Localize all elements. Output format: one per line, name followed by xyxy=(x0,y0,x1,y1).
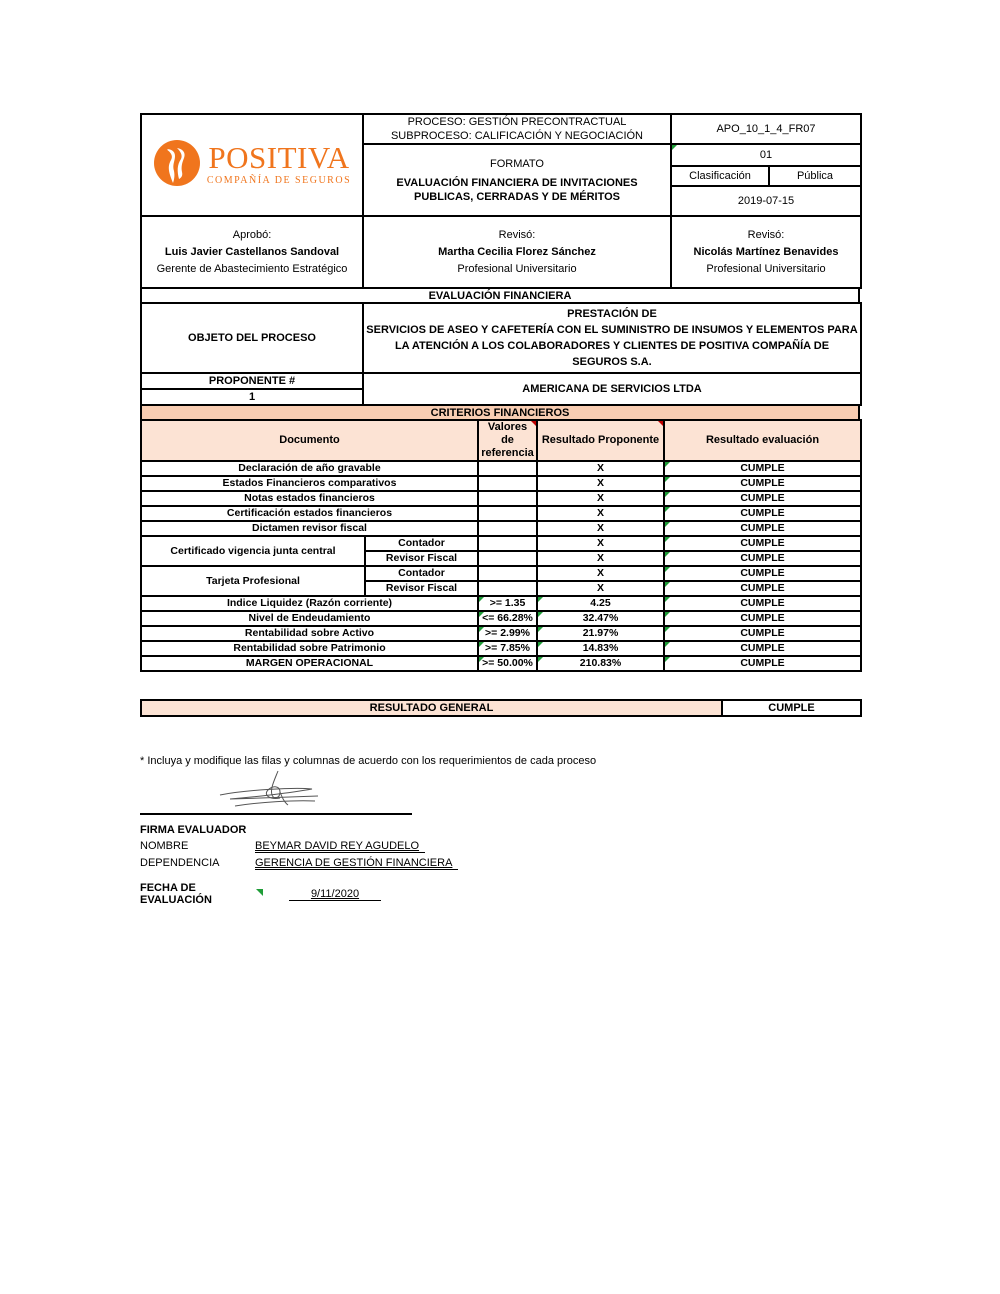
objeto-line: SERVICIOS DE ASEO Y CAFETERÍA CON EL SUMINISTRO DE INSUMOS Y ELEMENTOS PARA xyxy=(366,324,858,336)
eval-value: CUMPLE xyxy=(664,656,861,671)
objeto-line: LA ATENCIÓN A LOS COLABORADORES Y CLIENTES DE POSITIVA COMPAÑÍA DE xyxy=(394,340,830,352)
doc-group-label: Certificado vigencia junta central xyxy=(141,536,365,566)
ref-value: >= 1.35 xyxy=(478,596,537,611)
objeto-text xyxy=(363,303,861,373)
signature-scribble xyxy=(200,769,350,814)
approval-title: Profesional Universitario xyxy=(457,262,577,275)
table-row xyxy=(141,476,861,491)
approval-name: Nicolás Martínez Benavides xyxy=(693,245,839,258)
doc-label: MARGEN OPERACIONAL xyxy=(141,656,478,671)
form-header-table xyxy=(140,113,862,217)
green-flag-icon xyxy=(256,889,263,896)
fecha-evaluacion-value: 9/11/2020 xyxy=(289,888,381,901)
doc-group-label: Tarjeta Profesional xyxy=(141,566,365,596)
col-header-evaluacion: Resultado evaluación xyxy=(664,420,861,461)
proponente-label: PROPONENTE # xyxy=(141,373,363,389)
ref-value xyxy=(478,551,537,566)
proponente-name: AMERICANA DE SERVICIOS LTDA xyxy=(363,373,861,405)
nombre-value: BEYMAR DAVID REY AGUDELO xyxy=(255,840,425,853)
approval-cell xyxy=(671,216,861,288)
dependencia-label: DEPENDENCIA xyxy=(140,857,220,869)
resultado-general-table xyxy=(140,699,862,717)
eval-value: CUMPLE xyxy=(664,641,861,656)
eval-value: CUMPLE xyxy=(664,521,861,536)
objeto-table xyxy=(140,302,862,406)
table-row xyxy=(141,566,861,581)
ref-value xyxy=(478,461,537,476)
col-header-documento: Documento xyxy=(141,420,478,461)
ref-value xyxy=(478,536,537,551)
logo-cell xyxy=(141,114,363,216)
approval-cell xyxy=(363,216,671,288)
doc-label: Rentabilidad sobre Patrimonio xyxy=(141,641,478,656)
doc-label: Estados Financieros comparativos xyxy=(141,476,478,491)
eval-value: CUMPLE xyxy=(664,611,861,626)
ref-value xyxy=(478,566,537,581)
brand-tagline: COMPAÑÍA DE SEGUROS xyxy=(206,174,352,186)
prop-value: X xyxy=(537,476,664,491)
col-header-proponente: Resultado Proponente xyxy=(537,420,664,461)
subprocess-line: SUBPROCESO: CALIFICACIÓN Y NEGOCIACIÓN xyxy=(390,130,644,142)
ref-value xyxy=(478,521,537,536)
ref-value: <= 66.28% xyxy=(478,611,537,626)
table-row xyxy=(141,641,861,656)
objeto-label: OBJETO DEL PROCESO xyxy=(141,303,363,373)
form-version: 01 xyxy=(671,144,861,166)
ref-value: >= 7.85% xyxy=(478,641,537,656)
eval-value: CUMPLE xyxy=(664,551,861,566)
classification-label: Clasificación xyxy=(671,166,769,186)
doc-label: Declaración de año gravable xyxy=(141,461,478,476)
approval-cell xyxy=(141,216,363,288)
doc-sublabel: Revisor Fiscal xyxy=(365,551,478,566)
criteria-table xyxy=(140,419,862,672)
eval-value: CUMPLE xyxy=(664,476,861,491)
prop-value: X xyxy=(537,551,664,566)
ref-value: >= 50.00% xyxy=(478,656,537,671)
table-row xyxy=(141,536,861,551)
form-date: 2019-07-15 xyxy=(671,186,861,216)
eval-value: CUMPLE xyxy=(664,626,861,641)
positiva-logo-icon xyxy=(153,139,201,191)
section-title: EVALUACIÓN FINANCIERA xyxy=(140,287,860,304)
evaluation-form xyxy=(140,113,860,906)
eval-value: CUMPLE xyxy=(664,461,861,476)
resultado-general-label: RESULTADO GENERAL xyxy=(141,700,722,716)
fecha-row xyxy=(140,882,860,906)
eval-value: CUMPLE xyxy=(664,566,861,581)
ref-value xyxy=(478,506,537,521)
prop-value: 210.83% xyxy=(537,656,664,671)
eval-value: CUMPLE xyxy=(664,596,861,611)
prop-value: X xyxy=(537,506,664,521)
objeto-line: PRESTACIÓN DE xyxy=(567,308,657,320)
table-row xyxy=(141,656,861,671)
nombre-row xyxy=(140,840,860,853)
eval-value: CUMPLE xyxy=(664,491,861,506)
approval-role: Revisó: xyxy=(498,228,536,241)
table-row xyxy=(141,596,861,611)
format-title-cell xyxy=(363,144,671,216)
approval-role: Revisó: xyxy=(747,228,785,241)
firma-evaluador-label: FIRMA EVALUADOR xyxy=(140,824,247,836)
approval-title: Gerente de Abastecimiento Estratégico xyxy=(156,262,348,275)
doc-label: Dictamen revisor fiscal xyxy=(141,521,478,536)
process-line: PROCESO: GESTIÓN PRECONTRACTUAL xyxy=(407,116,627,128)
dependencia-row xyxy=(140,857,860,870)
format-label: FORMATO xyxy=(490,157,544,170)
fecha-evaluacion-label: FECHA DE EVALUACIÓN xyxy=(140,882,212,906)
prop-value: X xyxy=(537,566,664,581)
col-header-valores: Valores de referencia xyxy=(478,420,537,461)
approval-name: Martha Cecilia Florez Sánchez xyxy=(438,245,596,258)
criteria-band-title: CRITERIOS FINANCIEROS xyxy=(140,404,860,421)
table-row xyxy=(141,491,861,506)
objeto-line: SEGUROS S.A. xyxy=(572,356,652,368)
doc-sublabel: Contador xyxy=(365,536,478,551)
proponente-number: 1 xyxy=(141,389,363,405)
eval-value: CUMPLE xyxy=(664,536,861,551)
approval-title: Profesional Universitario xyxy=(706,262,826,275)
ref-value xyxy=(478,476,537,491)
eval-value: CUMPLE xyxy=(664,506,861,521)
doc-sublabel: Contador xyxy=(365,566,478,581)
doc-sublabel: Revisor Fiscal xyxy=(365,581,478,596)
ref-value: >= 2.99% xyxy=(478,626,537,641)
signature-line xyxy=(140,813,412,815)
brand-name: POSITIVA xyxy=(208,139,350,175)
approvals-table xyxy=(140,215,862,289)
doc-label: Certificación estados financieros xyxy=(141,506,478,521)
signature-area xyxy=(140,773,860,815)
classification-value: Pública xyxy=(769,166,861,186)
format-title: EVALUACIÓN FINANCIERA DE INVITACIONES PUBLICAS, CERRADAS Y DE MÉRITOS xyxy=(396,176,638,203)
prop-value: 4.25 xyxy=(537,596,664,611)
resultado-general-value: CUMPLE xyxy=(722,700,861,716)
table-row xyxy=(141,461,861,476)
ref-value xyxy=(478,491,537,506)
form-code: APO_10_1_4_FR07 xyxy=(671,114,861,144)
prop-value: X xyxy=(537,461,664,476)
dependencia-value: GERENCIA DE GESTIÓN FINANCIERA xyxy=(255,857,458,870)
prop-value: 21.97% xyxy=(537,626,664,641)
prop-value: X xyxy=(537,521,664,536)
footnote: * Incluya y modifique las filas y columnas de acuerdo con los requerimientos de cada proceso xyxy=(140,755,597,767)
approval-name: Luis Javier Castellanos Sandoval xyxy=(164,245,340,258)
nombre-label: NOMBRE xyxy=(140,840,189,852)
doc-label: Nivel de Endeudamiento xyxy=(141,611,478,626)
doc-label: Rentabilidad sobre Activo xyxy=(141,626,478,641)
prop-value: X xyxy=(537,536,664,551)
doc-label: Notas estados financieros xyxy=(141,491,478,506)
approval-role: Aprobó: xyxy=(232,228,272,241)
prop-value: X xyxy=(537,581,664,596)
prop-value: 14.83% xyxy=(537,641,664,656)
table-row xyxy=(141,521,861,536)
table-row xyxy=(141,506,861,521)
prop-value: X xyxy=(537,491,664,506)
table-row xyxy=(141,611,861,626)
ref-value xyxy=(478,581,537,596)
eval-value: CUMPLE xyxy=(664,581,861,596)
table-row xyxy=(141,626,861,641)
doc-label: Indice Liquidez (Razón corriente) xyxy=(141,596,478,611)
brand-text xyxy=(206,139,352,188)
prop-value: 32.47% xyxy=(537,611,664,626)
process-cell xyxy=(363,114,671,144)
